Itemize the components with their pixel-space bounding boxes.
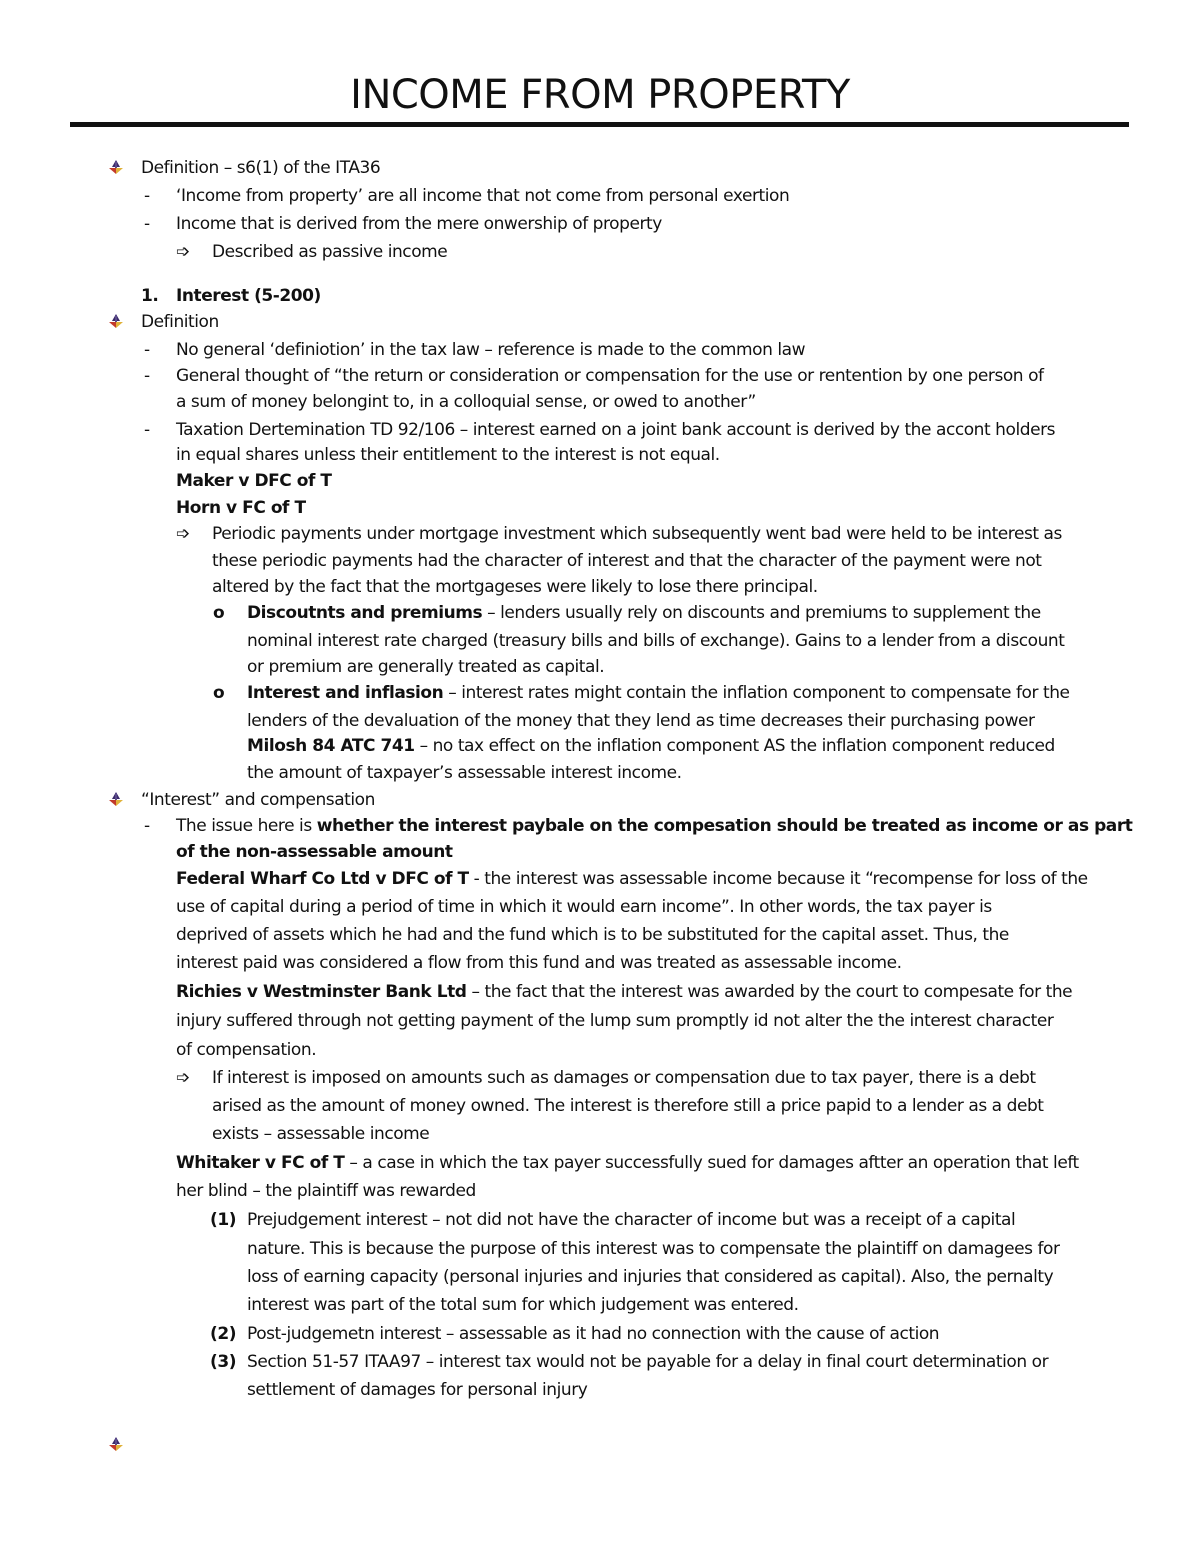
numbered-point-cont: loss of earning capacity (personal injuries and injuries that considered as capital). Also, the pernalty xyxy=(247,1267,1054,1287)
sub-point-title: Interest and inflasion xyxy=(247,683,444,703)
numbered-point: Section 51-57 ITAA97 – interest tax would not be payable for a delay in final court determination or xyxy=(247,1352,1049,1372)
dash-marker: - xyxy=(144,214,150,234)
case-name: Horn v FC of T xyxy=(176,498,306,518)
arrow-icon: ➩ xyxy=(176,524,190,544)
section-number: 1. xyxy=(141,286,159,306)
intro-point: Income that is derived from the mere onwership of property xyxy=(176,214,662,234)
definition-heading: Definition xyxy=(141,312,219,332)
case-paragraph xyxy=(176,1152,1079,1174)
arrow-text-cont: exists – assessable income xyxy=(212,1124,430,1144)
definition-point: Taxation Dertemination TD 92/106 – interest earned on a joint bank account is derived by the accont holders xyxy=(176,420,1056,440)
definition-point: General thought of “the return or consideration or compensation for the use or rentention by one person of xyxy=(176,366,1044,386)
numbered-marker: (1) xyxy=(210,1210,237,1230)
sub-point-cont: nominal interest rate charged (treasury bills and bills of exchange). Gains to a lender from a discount xyxy=(247,631,1065,651)
case-paragraph xyxy=(176,868,1088,890)
arrow-text-cont: arised as the amount of money owned. The interest is therefore still a price papid to a lender as a debt xyxy=(212,1096,1044,1116)
definition-point-cont: a sum of money belongint to, in a colloquial sense, or owed to another” xyxy=(176,392,756,412)
sub-point-cont xyxy=(247,735,1055,757)
compensation-point xyxy=(176,815,1132,837)
o-bullet-marker: o xyxy=(213,603,225,623)
compensation-point-text: The issue here is xyxy=(176,816,317,836)
bullet-icon xyxy=(108,159,124,175)
sub-point xyxy=(247,602,1041,624)
numbered-point: Prejudgement interest – not did not have the character of income but was a receipt of a capital xyxy=(247,1210,1016,1230)
intro-arrow-text: Described as passive income xyxy=(212,242,448,262)
case-name: Richies v Westminster Bank Ltd xyxy=(176,982,467,1002)
case-paragraph-cont: injury suffered through not getting payment of the lump sum promptly id not alter the the interest character xyxy=(176,1011,1054,1031)
case-paragraph-cont: of compensation. xyxy=(176,1040,317,1060)
bullet-icon xyxy=(108,1436,124,1452)
case-name: Whitaker v FC of T xyxy=(176,1153,345,1173)
bullet-icon xyxy=(108,791,124,807)
case-text: – no tax effect on the inflation component AS the inflation component reduced xyxy=(414,736,1055,756)
sub-point-cont: the amount of taxpayer’s assessable interest income. xyxy=(247,763,682,783)
numbered-point-cont: settlement of damages for personal injury xyxy=(247,1380,588,1400)
dash-marker: - xyxy=(144,186,150,206)
sub-point-text: – interest rates might contain the inflation component to compensate for the xyxy=(443,683,1070,703)
numbered-marker: (2) xyxy=(210,1324,237,1344)
arrow-text: Periodic payments under mortgage investment which subsequently went bad were held to be interest as xyxy=(212,524,1062,544)
arrow-icon: ➩ xyxy=(176,1068,190,1088)
numbered-point-cont: interest was part of the total sum for which judgement was entered. xyxy=(247,1295,799,1315)
case-paragraph-cont: interest paid was considered a flow from this fund and was treated as assessable income. xyxy=(176,953,902,973)
case-text: – the fact that the interest was awarded by the court to compesate for the xyxy=(466,982,1073,1002)
case-text: – a case in which the tax payer successfully sued for damages aftter an operation that left xyxy=(344,1153,1079,1173)
dash-marker: - xyxy=(144,366,150,386)
dash-marker: - xyxy=(144,340,150,360)
sub-point-cont: or premium are generally treated as capital. xyxy=(247,657,605,677)
sub-point xyxy=(247,682,1070,704)
compensation-point-bold: whether the interest paybale on the compesation should be treated as income or as part xyxy=(316,816,1133,836)
case-paragraph-cont: her blind – the plaintiff was rewarded xyxy=(176,1181,476,1201)
case-text: - the interest was assessable income because it “recompense for loss of the xyxy=(468,869,1088,889)
case-name: Maker v DFC of T xyxy=(176,471,332,491)
sub-point-title: Discoutnts and premiums xyxy=(247,603,483,623)
compensation-heading: “Interest” and compensation xyxy=(141,790,375,810)
page-title: INCOME FROM PROPERTY xyxy=(350,72,850,118)
case-paragraph xyxy=(176,981,1072,1003)
arrow-icon: ➩ xyxy=(176,242,190,262)
intro-point: ‘Income from property’ are all income that not come from personal exertion xyxy=(176,186,790,206)
case-name: Federal Wharf Co Ltd v DFC of T xyxy=(176,869,469,889)
numbered-marker: (3) xyxy=(210,1352,237,1372)
bullet-icon xyxy=(108,313,124,329)
dash-marker: - xyxy=(144,420,150,440)
definition-point-cont: in equal shares unless their entitlement to the interest is not equal. xyxy=(176,445,720,465)
definition-point: No general ‘definiotion’ in the tax law – reference is made to the common law xyxy=(176,340,806,360)
arrow-text-cont: altered by the fact that the mortgageses were likely to lose there principal. xyxy=(212,577,818,597)
case-paragraph-cont: deprived of assets which he had and the fund which is to be substituted for the capital asset. Thus, the xyxy=(176,925,1009,945)
numbered-point-cont: nature. This is because the purpose of this interest was to compensate the plaintiff on damagees for xyxy=(247,1239,1060,1259)
sub-point-cont: lenders of the devaluation of the money that they lend as time decreases their purchasing power xyxy=(247,711,1035,731)
case-name: Milosh 84 ATC 741 xyxy=(247,736,415,756)
dash-marker: - xyxy=(144,816,150,836)
case-paragraph-cont: use of capital during a period of time in which it would earn income”. In other words, the tax payer is xyxy=(176,897,992,917)
numbered-point: Post-judgemetn interest – assessable as it had no connection with the cause of action xyxy=(247,1324,940,1344)
o-bullet-marker: o xyxy=(213,683,225,703)
sub-point-text: – lenders usually rely on discounts and premiums to supplement the xyxy=(482,603,1041,623)
intro-heading: Definition – s6(1) of the ITA36 xyxy=(141,158,381,178)
arrow-text-cont: these periodic payments had the character of interest and that the character of the payment were not xyxy=(212,551,1042,571)
compensation-point-bold-cont: of the non-assessable amount xyxy=(176,842,453,862)
arrow-text: If interest is imposed on amounts such as damages or compensation due to tax payer, there is a debt xyxy=(212,1068,1036,1088)
section-heading: Interest (5-200) xyxy=(176,286,321,306)
title-rule xyxy=(70,122,1129,127)
